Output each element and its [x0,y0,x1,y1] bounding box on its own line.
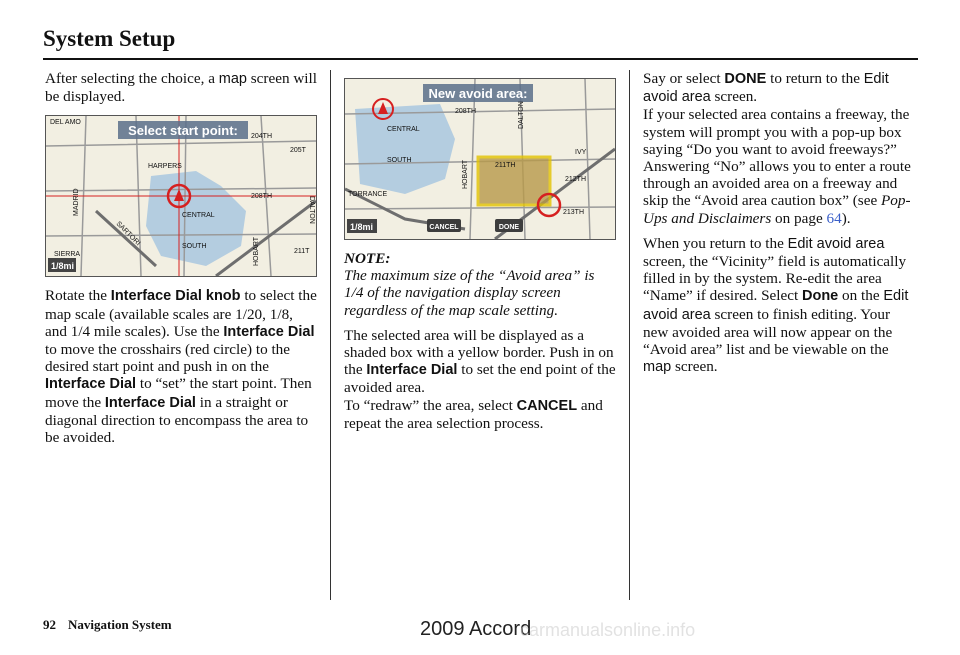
map2-street: 213TH [563,209,585,216]
map2-street: 211TH [495,162,516,169]
header-rule [43,58,918,60]
paragraph-intro: After selecting the choice, a map screen will be displayed. [45,70,317,106]
note-heading: NOTE: [344,250,391,267]
paragraph-rotate: Rotate the Interface Dial knob to select the map scale (available scales are 1/20, 1/8, and 1/4 mile scales). Use the Interface Dial to move the crosshairs (red circle) to the desired start point and push in on the Interface Dial to “set” the start point. Then move the Interface Dial in a straight or diagonal direction to encompass the area to be avoided. [45,287,317,447]
map1-scale: 1/8mi [51,261,75,272]
map1-street: 204TH [251,133,273,141]
map2-street: 208TH [455,108,477,115]
paragraph-return: When you return to the Edit avoid area screen, the “Vicinity” field is automatically filled in by the system. Re-edit the area “Name” if desired. Select Done on the Edit avoid area screen to finish editing. Your new avoided area will now appear on the “Avoid area” list and be viewable on the map screen. [643,234,909,376]
map2-street: IVY [575,149,587,156]
map1-street: SARTORI [114,220,142,248]
column-2 [344,70,616,432]
column-divider [629,70,630,600]
map1-street: SOUTH [182,243,207,251]
map1-street: 208TH [251,193,273,201]
page-footer [43,617,172,633]
map1-street: 205T [290,147,306,155]
map2-street: CENTRAL [387,126,420,133]
map1-street: DEL AMO [50,119,81,127]
map2-cancel-button: CANCEL [429,224,459,231]
map1-street: CENTRAL [182,212,215,220]
map1-street: HOBART [253,237,260,267]
paragraph-done: Say or select DONE to return to the Edit avoid area screen. [643,70,889,106]
page-title: System Setup [43,26,176,51]
map2-scale: 1/8mi [350,222,374,232]
model-watermark: 2009 Accord [420,618,532,640]
map1-street: 211T [294,248,310,256]
map1-title: Select start point: [128,123,238,139]
page-number: 92 [43,617,56,632]
map2-street: 212TH [565,176,587,183]
page-link[interactable]: 64 [826,209,842,227]
map2-title: New avoid area: [428,86,528,101]
map2-street: DALTON [518,101,525,129]
paragraph-freeway: If your selected area contains a freeway, the system will prompt you with a pop-up box saying “Do you want to avoid freeways?” Answering “No” allows you to enter a route through an avoided area on a freeway and skip the “Avoid area caution box” (see Pop-Ups and Disclaimers on page 64). [643,106,911,227]
site-watermark: carmanualsonline.info [520,620,696,640]
map1-street: DALTON [308,196,315,225]
column-3 [643,70,917,376]
map2-street: HOBART [462,159,469,189]
map1-street: HARPERS [148,163,182,171]
footer-section: Navigation System [68,617,172,632]
column-1 [45,70,317,446]
map1-street: MADRID [73,188,80,217]
paragraph-redraw: To “redraw” the area, select CANCEL and repeat the area selection process. [344,396,603,432]
select-start-map-image [45,115,317,277]
note-text: The maximum size of the “Avoid area” is 1/4 of the navigation display screen regardless of the map scale setting. [344,267,595,319]
new-avoid-area-map-image [344,78,616,240]
column-divider [330,70,331,600]
map2-done-button: DONE [498,224,520,231]
map2-street: SOUTH [387,157,412,164]
map1-street: SIERRA [54,251,81,259]
paragraph-selected-area: The selected area will be displayed as a shaded box with a yellow border. Push in on the Interface Dial to set the end point of the avoided area. [344,326,616,397]
map2-street: TORRANCE [348,191,388,198]
